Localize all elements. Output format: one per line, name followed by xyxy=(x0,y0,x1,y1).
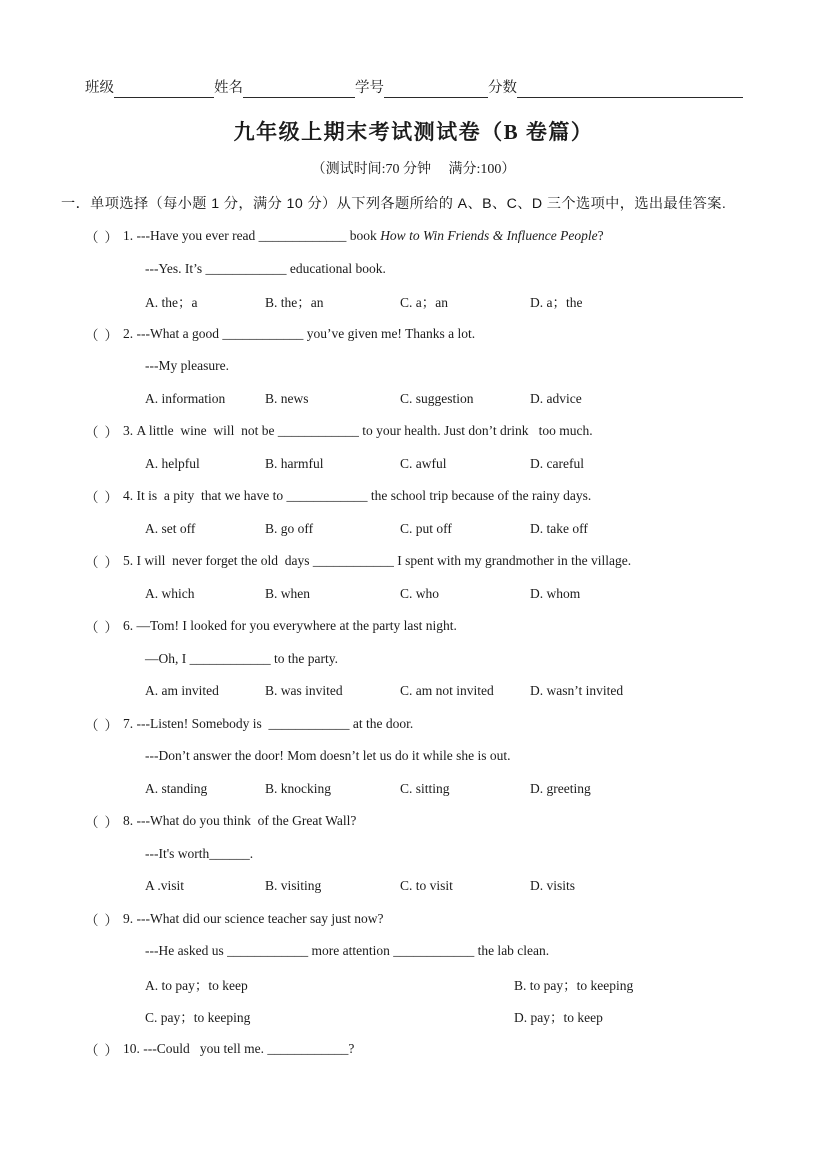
bracket-open: （ xyxy=(85,1042,99,1058)
question xyxy=(0,903,827,1033)
question-number: 9. xyxy=(123,910,137,926)
options-row xyxy=(0,1000,827,1033)
options-row xyxy=(0,675,827,708)
question-text: ---Listen! Somebody is ____________ at the door. xyxy=(136,715,414,731)
option: D. whom xyxy=(530,585,581,601)
question-text: ---He asked us ____________ more attention ____________ the lab clean. xyxy=(145,943,550,959)
question-continuation xyxy=(0,253,827,286)
student-field xyxy=(488,76,743,98)
bracket-close: ） xyxy=(104,1042,118,1058)
option: C. am not invited xyxy=(400,683,494,699)
question-text: —Oh, I ____________ to the party. xyxy=(145,650,338,666)
option: D. visits xyxy=(530,878,576,894)
bracket-open: （ xyxy=(85,912,99,928)
option: D. advice xyxy=(530,390,582,406)
question-continuation xyxy=(0,935,827,968)
fill-in-line xyxy=(243,81,355,98)
option: D. careful xyxy=(530,455,584,471)
question-stem xyxy=(0,318,827,351)
field-label: 班级 xyxy=(85,80,114,96)
option: D. greeting xyxy=(530,780,591,796)
bracket-close: ） xyxy=(104,327,118,343)
question xyxy=(0,805,827,903)
question-text: ---Could you tell me. ____________? xyxy=(143,1040,355,1056)
option: A. the；a xyxy=(145,295,198,311)
question-text: ---What did our science teacher say just now? xyxy=(136,910,384,926)
student-field xyxy=(85,76,214,98)
option: A. information xyxy=(145,390,226,406)
option: A. set off xyxy=(145,520,196,536)
bracket-open: （ xyxy=(85,425,99,441)
answer-bracket xyxy=(85,714,118,734)
question-stem xyxy=(0,1033,827,1066)
question xyxy=(0,415,827,480)
answer-bracket xyxy=(85,616,118,636)
options-row xyxy=(0,448,827,481)
question-text: ---My pleasure. xyxy=(145,358,229,374)
exam-subtitle: （测试时间:70 分钟 满分:100） xyxy=(311,162,516,177)
option: A. standing xyxy=(145,780,208,796)
bracket-open: （ xyxy=(85,230,99,246)
option: A .visit xyxy=(145,878,185,894)
bracket-open: （ xyxy=(85,490,99,506)
section-heading: 一．单项选择（每小题 1 分，满分 10 分）从下列各题所给的 A、B、C、D 三个选项中，选出最佳答案. xyxy=(61,196,727,212)
option: C. to visit xyxy=(400,878,453,894)
options-row xyxy=(0,870,827,903)
option: C. put off xyxy=(400,520,452,536)
question xyxy=(0,610,827,708)
question-continuation xyxy=(0,740,827,773)
question xyxy=(0,708,827,806)
question-number: 7. xyxy=(123,715,137,731)
option: C. suggestion xyxy=(400,390,474,406)
answer-bracket xyxy=(85,421,118,441)
option: B. to pay；to keeping xyxy=(514,977,634,993)
option: C. awful xyxy=(400,455,447,471)
option: B. news xyxy=(265,390,309,406)
option: B. knocking xyxy=(265,780,331,796)
option: D. a；the xyxy=(530,295,583,311)
exam-title: 九年级上期末考试测试卷（B 卷篇） xyxy=(233,120,594,144)
option: C. sitting xyxy=(400,780,450,796)
question xyxy=(0,480,827,545)
fill-in-line xyxy=(384,81,488,98)
bracket-open: （ xyxy=(85,555,99,571)
options-row xyxy=(0,773,827,806)
option: B. visiting xyxy=(265,878,322,894)
question-number: 4. xyxy=(123,488,137,504)
bracket-open: （ xyxy=(85,717,99,733)
option: C. who xyxy=(400,585,440,601)
answer-bracket xyxy=(85,909,118,929)
option: C. pay；to keeping xyxy=(145,1010,251,1026)
option: B. harmful xyxy=(265,455,324,471)
option: A. to pay；to keep xyxy=(145,977,248,993)
question-list xyxy=(0,220,827,1065)
bracket-close: ） xyxy=(104,490,118,506)
fill-in-line xyxy=(517,81,743,98)
answer-bracket xyxy=(85,226,118,246)
option: D. take off xyxy=(530,520,588,536)
options-row xyxy=(0,578,827,611)
question-text: ---What a good ____________ you’ve given me! Thanks a lot. xyxy=(136,325,476,341)
question-text: I will never forget the old days ____________ I spent with my grandmother in the village. xyxy=(136,553,632,569)
question-stem xyxy=(0,708,827,741)
option: A. helpful xyxy=(145,455,200,471)
student-field xyxy=(355,76,488,98)
question-stem xyxy=(0,903,827,936)
field-label: 学号 xyxy=(355,80,384,96)
question-stem xyxy=(0,220,827,253)
field-label: 分数 xyxy=(488,80,517,96)
bracket-close: ） xyxy=(104,230,118,246)
fill-in-line xyxy=(114,81,214,98)
bracket-open: （ xyxy=(85,620,99,636)
question-stem xyxy=(0,610,827,643)
bracket-close: ） xyxy=(104,425,118,441)
question-continuation xyxy=(0,838,827,871)
student-info-row xyxy=(85,76,743,98)
question-continuation xyxy=(0,643,827,676)
bracket-close: ） xyxy=(104,815,118,831)
question-stem xyxy=(0,805,827,838)
option: C. a；an xyxy=(400,295,448,311)
question-number: 8. xyxy=(123,813,137,829)
question xyxy=(0,220,827,318)
question xyxy=(0,1033,827,1066)
question-continuation xyxy=(0,350,827,383)
answer-bracket xyxy=(85,811,118,831)
answer-bracket xyxy=(85,324,118,344)
question-stem xyxy=(0,480,827,513)
question-stem xyxy=(0,545,827,578)
option: A. which xyxy=(145,585,195,601)
option: B. was invited xyxy=(265,683,343,699)
question xyxy=(0,318,827,416)
question-text: How to Win Friends & Influence People xyxy=(380,228,598,244)
question-number: 6. xyxy=(123,618,137,634)
question-text: ? xyxy=(597,228,604,244)
bracket-close: ） xyxy=(104,912,118,928)
option: B. when xyxy=(265,585,310,601)
options-row xyxy=(0,383,827,416)
bracket-close: ） xyxy=(104,717,118,733)
question-number: 3. xyxy=(123,423,137,439)
student-field xyxy=(214,76,355,98)
question-text: ---Have you ever read _____________ book xyxy=(136,228,381,244)
question-stem xyxy=(0,415,827,448)
question-text: ---It's worth______. xyxy=(145,845,254,861)
question-text: It is a pity that we have to ____________ the school trip because of the rainy days. xyxy=(136,488,592,504)
question-text: —Tom! I looked for you everywhere at the party last night. xyxy=(136,618,457,634)
question-number: 10. xyxy=(123,1040,144,1056)
question-text: ---Don’t answer the door! Mom doesn’t let us do it while she is out. xyxy=(145,748,511,764)
option: D. pay；to keep xyxy=(514,1010,603,1026)
option: A. am invited xyxy=(145,683,219,699)
answer-bracket xyxy=(85,551,118,571)
question-number: 1. xyxy=(123,228,137,244)
field-label: 姓名 xyxy=(214,80,243,96)
options-row xyxy=(0,968,827,1001)
options-row xyxy=(0,513,827,546)
option: D. wasn’t invited xyxy=(530,683,624,699)
options-row xyxy=(0,285,827,318)
question-text: ---What do you think of the Great Wall? xyxy=(136,813,357,829)
answer-bracket xyxy=(85,486,118,506)
answer-bracket xyxy=(85,1039,118,1059)
bracket-close: ） xyxy=(104,555,118,571)
question-number: 5. xyxy=(123,553,137,569)
question-text: ---Yes. It’s ____________ educational book. xyxy=(145,260,386,276)
question-text: A little wine will not be ____________ to your health. Just don’t drink too much. xyxy=(136,423,593,439)
question-number: 2. xyxy=(123,325,137,341)
option: B. go off xyxy=(265,520,314,536)
bracket-close: ） xyxy=(104,620,118,636)
question xyxy=(0,545,827,610)
option: B. the；an xyxy=(265,295,324,311)
bracket-open: （ xyxy=(85,327,99,343)
bracket-open: （ xyxy=(85,815,99,831)
